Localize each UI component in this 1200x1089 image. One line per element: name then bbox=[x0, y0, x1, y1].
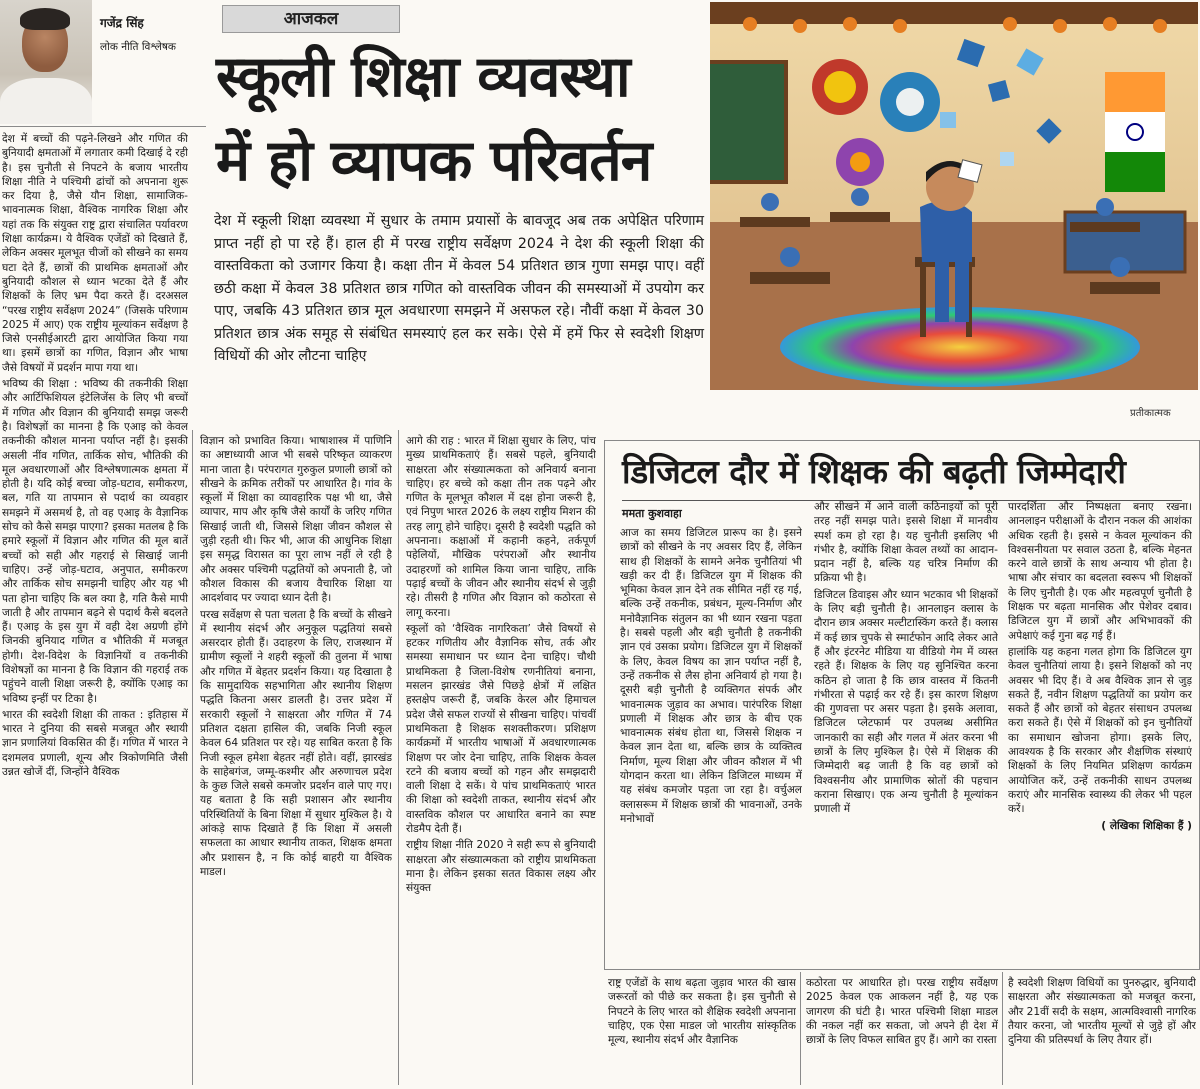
paragraph: राष्ट्रीय शिक्षा नीति 2020 ने सही रूप से बुनियादी साक्षरता और संख्यात्मकता को राष्ट्रीय प्राथमिकता माना है। लेकिन इसका सतत विकास लक्ष्य और संयुक्त bbox=[406, 839, 596, 895]
paragraph: राष्ट्र एजेंडों के साथ बढ़ता जुड़ाव भारत की खास जरूरतों को पीछे कर सकता है। इस चुनौती से निपटने के लिए भारत को शैक्षिक स्वदेशी अपनाना चाहिए, एक ऐसा माडल जो भारतीय सांस्कृतिक मूल्य, स्थानीय संदर्भ और वैज्ञानिक bbox=[608, 977, 796, 1047]
sidebar-title: डिजिटल दौर में शिक्षक की बढ़ती जिम्मेदारी bbox=[622, 452, 1126, 491]
column-divider bbox=[398, 430, 399, 1085]
image-caption: प्रतीकात्मक bbox=[1130, 408, 1171, 419]
article-column-1 bbox=[2, 132, 188, 1087]
sidebar-column-2 bbox=[814, 500, 998, 962]
article-intro: देश में स्कूली शिक्षा व्यवस्था में सुधार के तमाम प्रयासों के बावजूद अब तक अपेक्षित परिणाम प्राप्त नहीं हो पा रहे हैं। हाल ही में परख राष्ट्रीय सर्वेक्षण 2024 ने देश की स्कूली शिक्षा की वास्तविकता को उजागर किया है। कक्षा तीन में केवल 54 प्रतिशत छात्र गुणा समझ पाए। वहीं छठी कक्षा में केवल 38 प्रतिशत छात्र गणित को वास्तविक जीवन की समस्याओं में उपयोग कर पाए, जबकि 43 प्रतिशत छात्र मूल अवधारणा समझने में असफल रहे। नौवीं कक्षा में केवल 30 प्रतिशत छात्र अंक समूह से संबंधित समस्याएं हल कर सके। ऐसे में हमें फिर से स्वदेशी शिक्षण विधियों की ओर लौटना चाहिए bbox=[214, 213, 704, 364]
columnist-role: लोक नीति विश्लेषक bbox=[100, 41, 176, 53]
article-column-3 bbox=[406, 434, 596, 1087]
columnist-photo bbox=[0, 0, 92, 124]
sidebar-signoff: ( लेखिका शिक्षिका हैं ) bbox=[1101, 819, 1192, 832]
sidebar-author: ममता कुशवाहा bbox=[622, 507, 682, 520]
column-divider bbox=[800, 972, 801, 1085]
classroom-illustration bbox=[710, 2, 1198, 390]
paragraph: कठोरता पर आधारित हो। परख राष्ट्रीय सर्वेक्षण 2025 केवल एक आकलन नहीं है, यह एक जागरण की घंटी है। भारत पश्चिमी शिक्षा माडल की नकल नहीं कर सकता, जो अपने ही देश में छात्रों के लिए विफल साबित हुए हैं। आगे का रास्ता bbox=[806, 977, 998, 1047]
sidebar-column-3 bbox=[1008, 500, 1192, 962]
header-divider bbox=[0, 126, 206, 127]
paragraph: हालांकि यह कहना गलत होगा कि डिजिटल युग केवल चुनौतियां लाया है। इसने शिक्षकों को नए अवसर भी दिए हैं। वे अब वैश्विक ज्ञान से जुड़ सकते हैं, नवीन शिक्षण पद्धतियों का प्रयोग कर सकते हैं और छात्रों को बेहतर संसाधन उपलब्ध करा सकते हैं। ऐसे में शिक्षकों को इन चुनौतियों का समाधान खोजना होगा। इसके लिए, आवश्यक है कि सरकार और शैक्षणिक संस्थाएं शिक्षकों के लिए नियमित प्रशिक्षण कार्यक्रम आयोजित करें, उन्हें तकनीकी साधन उपलब्ध कराएं और मानसिक स्वास्थ्य की लेकर भी पहल करें। bbox=[1008, 645, 1192, 816]
article-column-2 bbox=[200, 434, 392, 1087]
paragraph: स्कूलों को ‘वैश्विक नागरिकता’ जैसे विषयों से हटकर गणितीय और वैज्ञानिक सोच, तर्क और समस्या समाधान पर ध्यान देना चाहिए। चौथी प्राथमिकता है जिला-विशेष रणनीतियां बनाना, मसलन झारखंड जैसे पिछड़े क्षेत्रों में लक्षित हस्तक्षेप जरूरी हैं, जबकि केरल और हिमाचल प्रदेश जैसे सफल राज्यों से सीखना चाहिए। पांचवीं प्राथमिकता है शिक्षक सशक्तीकरण। प्रशिक्षण कार्यक्रमों में भारतीय भाषाओं में अवधारणात्मक शिक्षण पर जोर देना चाहिए, ताकि शिक्षक केवल रटने की बजाय बच्चों को गहन और समझदारी वाली शिक्षा दे सकें। ये पांच प्राथमिकताएं भारत की शिक्षा को स्वदेशी ताकत, स्थानीय संदर्भ और वास्तविक कौशल पर आधारित बनाने का स्पष्ट रोडमैप देती हैं। bbox=[406, 622, 596, 836]
paragraph: पारदर्शिता और निष्पक्षता बनाए रखना। आनलाइन परीक्षाओं के दौरान नकल की आशंका अधिक रहती है। इससे न केवल मूल्यांकन की विश्वसनीयता पर सवाल उठता है, बल्कि मेहनत करने वाले छात्रों के साथ अन्याय भी होता है। भाषा और संचार का बदलता स्वरूप भी शिक्षकों के लिए चुनौती है। एक और महत्वपूर्ण चुनौती है शिक्षक पर बढ़ता मानसिक और पेशेवर दबाव। डिजिटल युग में छात्रों और अभिभावकों की अपेक्षाएं कई गुना बढ़ गई हैं। bbox=[1008, 501, 1192, 642]
article-column-5 bbox=[806, 976, 998, 1086]
sidebar-column-1 bbox=[620, 526, 802, 962]
column-divider bbox=[192, 430, 193, 1085]
columnist-name: गजेंद्र सिंह bbox=[100, 16, 144, 30]
headline-line-1: स्कूली शिक्षा व्यवस्था bbox=[216, 44, 630, 110]
paragraph: डिजिटल डिवाइस और ध्यान भटकाव भी शिक्षकों के लिए बड़ी चुनौती है। आनलाइन क्लास के दौरान छात्र अक्सर मल्टीटास्किंग करते हैं। क्लास में कई छात्र चुपके से स्मार्टफोन आदि लेकर आते हैं और इंटरनेट मीडिया या वीडियो गेम में व्यस्त रहते हैं। शिक्षक के लिए यह सुनिश्चित करना कठिन हो जाता है कि छात्र वास्तव में कितनी गंभीरता से पढ़ाई कर रहे हैं। इस कारण शिक्षण की गुणवत्ता पर असर पड़ता है। इसके अलावा, डिजिटल प्लेटफार्म पर उपलब्ध असीमित जानकारी का सही और गलत में अंतर करना भी छात्रों के लिए मुश्किल है। ऐसे में शिक्षक की जिम्मेदारी बढ़ जाती है कि वह छात्रों को विश्वसनीय और प्रामाणिक स्रोतों की पहचान कराना सिखाए। एक अन्य चुनौती है मूल्यांकन प्रणाली में bbox=[814, 588, 998, 816]
paragraph: और सीखने में आने वाली कठिनाइयों को पूरी तरह नहीं समझ पाते। इससे शिक्षा में मानवीय स्पर्श कम हो रहा है। यह चुनौती इसलिए भी गंभीर है, क्योंकि शिक्षा केवल तथ्यों का आदान-प्रदान नहीं है, बल्कि यह चरित्र निर्माण की प्रक्रिया भी है। bbox=[814, 501, 998, 585]
paragraph: भारत की स्वदेशी शिक्षा की ताकत : इतिहास में भारत ने दुनिया की सबसे मजबूत और स्थायी ज्ञान प्रणालियां विकसित की हैं। गणित में भारत ने दशमलव प्रणाली, शून्य और त्रिकोणमिति जैसी उन्नत खोजें दीं, जिन्होंने वैश्विक bbox=[2, 708, 188, 779]
section-kicker: आजकल bbox=[222, 5, 400, 33]
paragraph: है स्वदेशी शिक्षण विधियों का पुनरुद्धार, बुनियादी साक्षरता और संख्यात्मकता को मजबूत करना, और 21वीं सदी के सक्षम, आत्मविश्वासी नागरिक तैयार करना, जो भारतीय मूल्यों से जुड़े हों और दुनिया की प्रतिस्पर्धा के लिए तैयार हों। bbox=[1008, 977, 1196, 1047]
headline-line-2: में हो व्यापक परिवर्तन bbox=[216, 128, 652, 194]
paragraph: आगे की राह : भारत में शिक्षा सुधार के लिए, पांच मुख्य प्राथमिकताएं हैं। सबसे पहले, बुनियादी साक्षरता और संख्यात्मकता को अनिवार्य बनाना चाहिए। हर बच्चे को कक्षा तीन तक पढ़ने और गणित के मूलभूत कौशल में दक्ष होना जरूरी है, एवं निपुण भारत 2026 के लक्ष्य राष्ट्रीय मिशन की तरह लागू होने चाहिए। दूसरी है स्वदेशी पद्धति को अपनाना। कक्षाओं में कहानी कहने, तर्कपूर्ण पहेलियों, मौखिक परंपराओं और स्थानीय उदाहरणों को शामिल किया जाना चाहिए, ताकि पढ़ाई बच्चों के जीवन और स्थानीय संदर्भ से जुड़ी रहे। तीसरी है गणित और विज्ञान को कठोरता से लागू करना। bbox=[406, 435, 596, 619]
article-column-6 bbox=[1008, 976, 1196, 1086]
paragraph: देश में बच्चों की पढ़ने-लिखने और गणित की बुनियादी क्षमताओं में लगातार कमी दिखाई दे रही है। इस चुनौती से निपटने के बजाय भारतीय शिक्षा नीति ने पश्चिमी ढांचों को अपनाना शुरू कर दिया है, जैसे यौन शिक्षा, सामाजिक-भावनात्मक शिक्षा, वैश्विक नागरिक शिक्षा और यहां तक कि संयुक्त राष्ट्र द्वारा संचालित पर्यावरण शिक्षा कार्यक्रम। ये वैश्विक एजेंडों को दिखाते हैं, लेकिन अक्सर मूलभूत चीजों को सीखने का समय घटा देते हैं, छात्रों की प्राथमिक क्षमताओं और बुनियादी कौशल से ध्यान भटका देते हैं और शिक्षकों के लिए भ्रम पैदा करते हैं। दरअसल “परख राष्ट्रीय सर्वेक्षण 2024” (जिसके परिणाम 2025 में आए) एक राष्ट्रीय मूल्यांकन सर्वेक्षण है जिसे एनसीईआरटी द्वारा आयोजित किया गया था। इसमें छात्रों का गणित, विज्ञान और भाषा जैसे विषयों में प्रदर्शन मापा गया था। bbox=[2, 133, 188, 374]
paragraph: भविष्य की शिक्षा : भविष्य की तकनीकी शिक्षा और आर्टिफिशियल इंटेलिजेंस के लिए भी बच्चों में गणित और विज्ञान की बुनियादी समझ जरूरी है। विशेषज्ञों का मानना है कि एआइ को केवल तकनीकी कौशल मानना पर्याप्त नहीं है। इसकी असली नींव गणित, तार्किक सोच, भौतिकी की मूल अवधारणाओं और विश्लेषणात्मक क्षमता में होती है। यदि कोई बच्चा जोड़-घटाव, समीकरण, बल, गति या तापमान से पदार्थ का व्यवहार समझने में असमर्थ है, तो वह एआइ के वैज्ञानिक सोच को कैसे समझ पाएगा? इसका मतलब है कि हमारे स्कूलों में विज्ञान और गणित की मूल बातें बच्चों को सही और गहराई से सिखाई जानी चाहिए। उन्हें जोड़-घटाव, अनुपात, समीकरण और तार्किक सोच समझनी चाहिए और यह भी पता होना चाहिए कि बल क्या है, गति कैसे मापी जाती है और तापमान बढ़ने से पदार्थ कैसे बदलते हैं। एआइ के इस युग में वही देश अग्रणी होंगे जिनकी बुनियाद गणित व भौतिकी में मजबूत होगी। देश-विदेश के विज्ञानियों व तकनीकी विशेषज्ञों का मानना है कि विज्ञान की गहराई तक पहुंचने वाली शिक्षा जरूरी है, क्योंकि एआइ का भविष्य इन्हीं पर टिका है। bbox=[2, 378, 188, 705]
classroom-illustration-art bbox=[710, 2, 1198, 390]
column-divider bbox=[1002, 972, 1003, 1085]
article-column-4 bbox=[608, 976, 796, 1086]
paragraph: परख सर्वेक्षण से पता चलता है कि बच्चों के सीखने में स्थानीय संदर्भ और अनुकूल पद्धतियां सबसे असरदार होती हैं। उदाहरण के लिए, राजस्थान में ग्रामीण स्कूलों ने शहरी स्कूलों की तुलना में भाषा और गणित में बेहतर प्रदर्शन किया। यह दिखाता है कि सामुदायिक सहभागिता और स्थानीय शिक्षण पद्धति कितना असर डालती है। उत्तर प्रदेश में सरकारी स्कूलों ने साक्षरता और गणित में 74 प्रतिशत दक्षता हासिल की, जबकि निजी स्कूल केवल 64 प्रतिशत पर रहे। यह साबित करता है कि निजी स्कूल हमेशा बेहतर नहीं होते। वहीं, झारखंड के साहेबगंज, जम्मू-कश्मीर और अरुणाचल प्रदेश के कुछ जिले सबसे कमजोर प्रदर्शन वाले पाए गए। यह बताता है कि सही प्रशासन और स्थानीय परिस्थितियों के बिना शिक्षा में सुधार मुश्किल है। ये आंकड़े साफ दिखाते हैं कि शिक्षा में असली सफलता का आधार स्थानीय ताकत, शिक्षक क्षमता और प्रशासन है, न कि कोई बाहरी या वैश्विक माडल। bbox=[200, 608, 392, 878]
paragraph: विज्ञान को प्रभावित किया। भाषाशास्त्र में पाणिनि का अष्टाध्यायी आज भी सबसे परिष्कृत व्याकरण माना जाता है। परंपरागत गुरुकुल प्रणाली छात्रों को सीखने के क्रमिक तरीकों पर आधारित है। गांव के स्कूलों में शिक्षा का व्यावहारिक पक्ष भी था, जैसे व्यापार, माप और कृषि जैसे कार्यों के जरिए गणित सिखाई जाती थी, जिससे शिक्षा जीवन कौशल से जुड़ी रहती थी। फिर भी, आज की आधुनिक शिक्षा इस समृद्ध विरासत का पूरा लाभ नहीं ले रही है और अक्सर पश्चिमी पद्धतियों को अपनाती है, जो कौशल विकास की बजाय वैचारिक शिक्षा या आदर्शवाद पर ज्यादा ध्यान देती है। bbox=[200, 435, 392, 605]
paragraph: आज का समय डिजिटल प्रारूप का है। इसने छात्रों को सीखने के नए अवसर दिए हैं, लेकिन साथ ही शिक्षकों के सामने अनेक चुनौतियां भी खड़ी कर दी हैं। डिजिटल युग में शिक्षक की भूमिका केवल ज्ञान देने तक सीमित नहीं रह गई, बल्कि उन्हें तकनीक, प्रबंधन, मूल्य-निर्माण और मनोवैज्ञानिक संतुलन का भी ध्यान रखना पड़ता है। सबसे पहली और बड़ी चुनौती है तकनीकी ज्ञान एवं उसका प्रयोग। डिजिटल युग में शिक्षकों के लिए, केवल विषय का ज्ञान पर्याप्त नहीं है, उन्हें तकनीक से लैस होना अनिवार्य हो गया है। दूसरी बड़ी चुनौती है व्यक्तिगत संपर्क और भावनात्मक जुड़ाव का अभाव। पारंपरिक शिक्षा प्रणाली में शिक्षक और छात्र के बीच एक भावनात्मक संबंध होता था, जिससे शिक्षक न केवल ज्ञान देता था, बल्कि छात्र के व्यक्तित्व निर्माण, मूल्य शिक्षा और जीवन कौशल में भी योगदान करता था। लेकिन डिजिटल माध्यम में यह संबंध कमजोर पड़ता जा रहा है। वर्चुअल क्लासरूम में शिक्षक छात्रों की भावनाओं, उनके मनोभावों bbox=[620, 527, 802, 825]
